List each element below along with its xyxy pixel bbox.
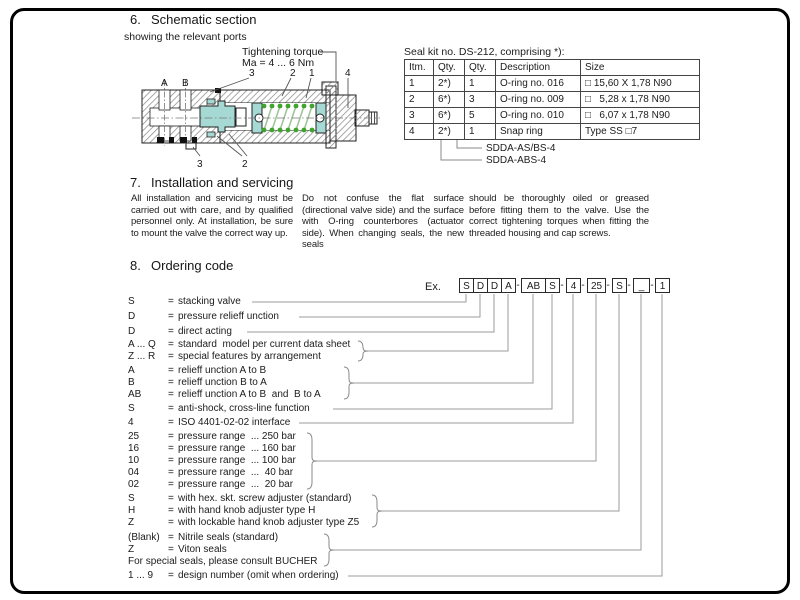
- item-desc: relieff unction A to B and B to A: [178, 389, 321, 400]
- kit-label-abs: SDDA-ABS-4: [486, 155, 547, 166]
- item-code: Z: [128, 517, 135, 528]
- example-label: Ex.: [425, 281, 441, 293]
- item-desc: with hand knob adjuster type H: [178, 505, 316, 516]
- ordering-item: [128, 351, 321, 363]
- item-eq: =: [168, 493, 174, 504]
- ordering-code-connectors: [247, 294, 662, 576]
- item-eq: =: [168, 351, 174, 362]
- code-separator: -: [606, 280, 610, 291]
- code-separator: -: [560, 280, 564, 291]
- item-code: 1 ... 9: [128, 570, 154, 581]
- item-eq: =: [168, 455, 174, 466]
- item-eq: =: [168, 443, 174, 454]
- code-box-9: _: [633, 278, 650, 293]
- item-desc: pressure relieff unction: [178, 311, 279, 322]
- kit-label-as-bs: SDDA-AS/BS-4: [486, 143, 556, 154]
- table-row: [405, 92, 700, 108]
- item-code: H: [128, 505, 136, 516]
- callout-bottom-3: 3: [197, 159, 203, 170]
- code-separator: -: [516, 280, 520, 291]
- ordering-item: [128, 544, 227, 556]
- ordering-item: [128, 505, 315, 517]
- item-eq: =: [168, 431, 174, 442]
- ordering-item: [128, 532, 278, 544]
- table-header-row: [405, 60, 700, 76]
- ordering-item: [128, 311, 279, 323]
- cell-itm: 4: [405, 124, 434, 140]
- item-desc: standard model per current data sheet: [178, 339, 351, 350]
- item-code: (Blank): [128, 532, 160, 543]
- item-eq: =: [168, 296, 174, 307]
- ordering-item: [128, 570, 339, 582]
- cell-description: O-ring no. 016: [496, 76, 581, 92]
- item-code: 02: [128, 479, 140, 490]
- item-eq: =: [168, 517, 174, 528]
- ordering-item: [128, 389, 321, 401]
- callout-top-3: 3: [249, 68, 255, 79]
- item-eq: =: [168, 377, 174, 388]
- item-desc: relieff unction B to A: [178, 377, 267, 388]
- code-separator: -: [650, 280, 654, 291]
- code-box-2: D: [487, 278, 502, 293]
- item-desc: pressure range ... 100 bar: [178, 455, 296, 466]
- item-code: AB: [128, 389, 142, 400]
- callout-top-4: 4: [345, 68, 351, 79]
- cell-description: Snap ring: [496, 124, 581, 140]
- ordering-item: [128, 377, 267, 389]
- section-8-number: 8.: [130, 258, 141, 273]
- code-box-6: 4: [566, 278, 581, 293]
- item-desc: pressure range ... 40 bar: [178, 467, 294, 478]
- valve-schematic-drawing: [112, 40, 392, 175]
- item-code: For special seals, please consult BUCHER: [128, 556, 318, 567]
- item-code: Z: [128, 544, 135, 555]
- cell-qty2: 1: [465, 76, 496, 92]
- code-box-4: AB: [521, 278, 546, 293]
- item-desc: pressure range ... 160 bar: [178, 443, 296, 454]
- item-eq: =: [168, 467, 174, 478]
- cell-qty1: 6*): [434, 108, 465, 124]
- cell-size: □ 6,07 x 1,78 N90: [581, 108, 700, 124]
- item-eq: =: [168, 339, 174, 350]
- code-separator: -: [627, 280, 631, 291]
- cell-size: Type SS □7: [581, 124, 700, 140]
- cell-qty2: 5: [465, 108, 496, 124]
- item-eq: =: [168, 532, 174, 543]
- cell-itm: 1: [405, 76, 434, 92]
- cell-qty2: 1: [465, 124, 496, 140]
- item-code: 10: [128, 455, 140, 466]
- item-desc: direct acting: [178, 326, 232, 337]
- ordering-item: [128, 403, 310, 415]
- code-box-0: S: [459, 278, 474, 293]
- item-desc: design number (omit when ordering): [178, 570, 339, 581]
- callout-bottom-2: 2: [242, 159, 248, 170]
- seal-kit-table-title: Seal kit no. DS-212, comprising *):: [404, 46, 565, 58]
- drain-stub: [186, 143, 196, 149]
- section-8-heading: [130, 258, 233, 273]
- cell-size: □ 5,28 x 1,78 N90: [581, 92, 700, 108]
- code-box-1: D: [473, 278, 488, 293]
- cell-size: □ 15,60 X 1,78 N90: [581, 76, 700, 92]
- ordering-item: [128, 417, 290, 429]
- ordering-item: [128, 326, 232, 338]
- item-code: B: [128, 377, 135, 388]
- cell-qty1: 6*): [434, 92, 465, 108]
- item-desc: pressure range ... 20 bar: [178, 479, 294, 490]
- section-6-title: Schematic section: [151, 12, 257, 27]
- item-eq: =: [168, 403, 174, 414]
- item-desc: stacking valve: [178, 296, 241, 307]
- torque-label-line2: Ma = 4 ... 6 Nm: [242, 57, 315, 69]
- installation-paragraph-2: Do not confuse the flat surface (directional valve side) and the surface with O-ring counterbores (actuator side). When changing seals, the new seals: [302, 193, 464, 251]
- cell-description: O-ring no. 009: [496, 92, 581, 108]
- group-brackets: [307, 341, 382, 566]
- item-desc: pressure range ... 250 bar: [178, 431, 296, 442]
- item-code: S: [128, 296, 135, 307]
- col-header-size: Size: [581, 60, 700, 76]
- item-code: S: [128, 403, 135, 414]
- item-code: 04: [128, 467, 140, 478]
- item-desc: ISO 4401-02-02 interface: [178, 417, 291, 428]
- item-desc: Nitrile seals (standard): [178, 532, 279, 543]
- torque-label-line1: Tightening torque: [242, 46, 324, 58]
- section-7-number: 7.: [130, 175, 141, 190]
- callout-top-2: 2: [290, 68, 296, 79]
- ordering-item: [128, 556, 318, 568]
- cell-description: O-ring no. 010: [496, 108, 581, 124]
- item-code: 16: [128, 443, 140, 454]
- section-7-heading: [130, 175, 293, 190]
- ordering-item: [128, 443, 296, 455]
- code-separator: -: [581, 280, 585, 291]
- item-eq: =: [168, 505, 174, 516]
- col-header-itm: Itm.: [405, 60, 434, 76]
- item-desc: Viton seals: [178, 544, 227, 555]
- schematic-subtitle: showing the relevant ports: [124, 31, 247, 43]
- col-header-qty2: Qty.: [465, 60, 496, 76]
- ordering-item: [128, 365, 266, 377]
- item-eq: =: [168, 544, 174, 555]
- item-desc: special features by arrangement: [178, 351, 321, 362]
- section-6-number: 6.: [130, 12, 141, 27]
- ordering-item: [128, 431, 296, 443]
- cell-itm: 2: [405, 92, 434, 108]
- installation-paragraph-1: All installation and servicing must be carried out with care, and by qualified personnel only. At installation, be sure to mount the valve the correct way up.: [131, 193, 293, 239]
- item-code: A ... Q: [128, 339, 156, 350]
- table-row: [405, 124, 700, 140]
- cell-qty1: 2*): [434, 76, 465, 92]
- section-6-heading: [130, 12, 257, 27]
- ordering-item: [128, 479, 293, 491]
- item-desc: with lockable hand knob adjuster type Z5: [178, 517, 360, 528]
- item-eq: =: [168, 479, 174, 490]
- ordering-item: [128, 517, 359, 529]
- item-eq: =: [168, 417, 174, 428]
- item-eq: =: [168, 311, 174, 322]
- table-row: [405, 76, 700, 92]
- code-box-5: S: [545, 278, 560, 293]
- item-eq: =: [168, 365, 174, 376]
- ordering-item: [128, 467, 293, 479]
- item-code: A: [128, 365, 135, 376]
- cell-itm: 3: [405, 108, 434, 124]
- cell-qty2: 3: [465, 92, 496, 108]
- item-desc: anti-shock, cross-line function: [178, 403, 310, 414]
- seal-kit-table: [404, 59, 700, 140]
- item-code: Z ... R: [128, 351, 156, 362]
- item-desc: relieff unction A to B: [178, 365, 267, 376]
- item-desc: with hex. skt. screw adjuster (standard): [178, 493, 352, 504]
- code-box-3: A: [501, 278, 516, 293]
- code-box-7: 25: [587, 278, 606, 293]
- item-code: D: [128, 311, 136, 322]
- ordering-item: [128, 493, 351, 505]
- item-code: 25: [128, 431, 140, 442]
- code-box-8: S: [612, 278, 627, 293]
- item-code: D: [128, 326, 136, 337]
- item-eq: =: [168, 389, 174, 400]
- col-header-description: Description: [496, 60, 581, 76]
- ordering-item: [128, 455, 296, 467]
- col-header-qty1: Qty.: [434, 60, 465, 76]
- port-a-label: A: [161, 78, 168, 89]
- item-eq: =: [168, 570, 174, 581]
- callout-top-1: 1: [309, 68, 315, 79]
- item-code: S: [128, 493, 135, 504]
- table-row: [405, 108, 700, 124]
- ordering-item: [128, 296, 241, 308]
- item-code: 4: [128, 417, 134, 428]
- kit-label-connectors: [441, 140, 482, 160]
- ordering-item: [128, 339, 350, 351]
- code-box-10: 1: [655, 278, 670, 293]
- section-8-title: Ordering code: [151, 258, 234, 273]
- port-b-label: B: [182, 78, 189, 89]
- item-eq: =: [168, 326, 174, 337]
- installation-paragraph-3: should be thoroughly oiled or greased before fitting them to the valve. Use the correct tightening torques when fitting the threaded housing and cap screws.: [469, 193, 649, 239]
- cell-qty1: 2*): [434, 124, 465, 140]
- section-7-title: Installation and servicing: [151, 175, 294, 190]
